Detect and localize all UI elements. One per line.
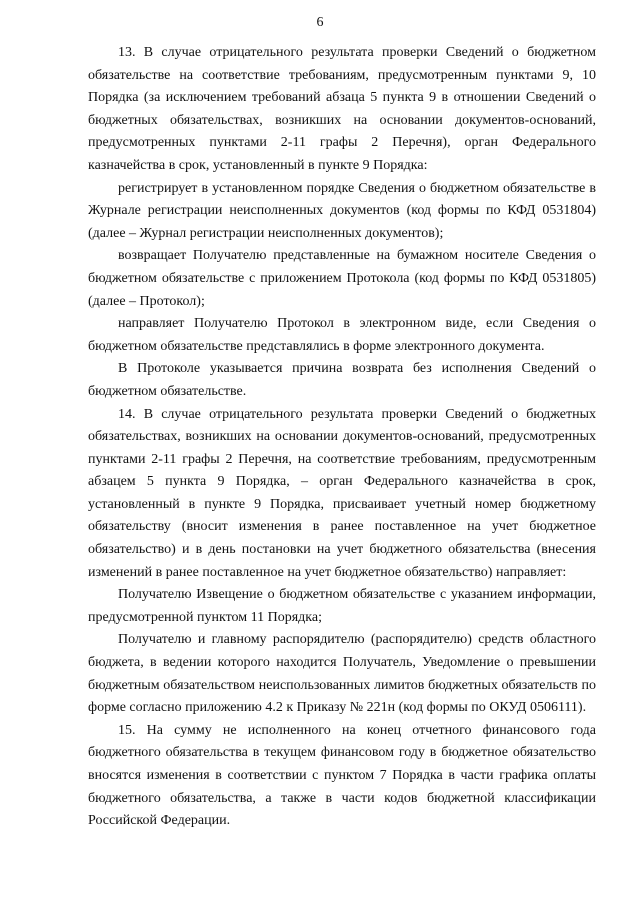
paragraph-14-intro: 14. В случае отрицательного результата проверки Сведений о бюджетных обязательствах, возникших на основании документов-оснований, предусмотренных пунктами 2-11 графы 2 Перечня, на соответствие требованиям, предусмотренным абзацем 5 пункта 9 Порядка, – орган Федерального казначейства в срок, установленный в пункте 9 Порядка, присваивает учетный номер бюджетному обязательству (вносит изменения в ранее поставленное на учет бюджетное обязательство) и в день постановки на учет бюджетного обязательства (внесения изменений в ранее поставленное на учет бюджетное обязательство) направляет: bbox=[88, 406, 596, 580]
paragraph-registers: регистрирует в установленном порядке Сведения о бюджетном обязательстве в Журнале регистрации неисполненных документов (код формы по КФД 0531804) (далее – Журнал регистрации неисполненных документов); bbox=[88, 180, 596, 241]
page-number: 6 bbox=[316, 15, 324, 30]
paragraph-15: 15. На сумму не исполненного на конец отчетного финансового года бюджетного обязательства в текущем финансовом году в бюджетное обязательство вносятся изменения в соответствии с пунктом 7 Порядка в части графика оплаты бюджетного обязательства, а также в части кодов бюджетной классификации Российской Федерации. bbox=[88, 722, 596, 829]
paragraph-returns: возвращает Получателю представленные на бумажном носителе Сведения о бюджетном обязательстве с приложением Протокола (код формы по КФД 0531805) (далее – Протокол); bbox=[88, 248, 596, 309]
paragraph-13-intro: 13. В случае отрицательного результата проверки Сведений о бюджетном обязательстве на соответствие требованиям, предусмотренным пунктами 9, 10 Порядка (за исключением требований абзаца 5 пункта 9 в отношении Сведений о бюджетных обязательствах, возникших на основании документов-оснований, предусмотренных пунктами 2-11 графы 2 Перечня), орган Федерального казначейства в срок, установленный в пункте 9 Порядка: bbox=[88, 45, 596, 173]
paragraph-recipient-notice: Получателю Извещение о бюджетном обязательстве с указанием информации, предусмотренной пунктом 11 Порядка; bbox=[88, 587, 596, 625]
paragraph-protocol-reason: В Протоколе указывается причина возврата без исполнения Сведений о бюджетном обязательстве. bbox=[88, 361, 596, 399]
paragraph-sends-protocol: направляет Получателю Протокол в электронном виде, если Сведения о бюджетном обязательстве представлялись в форме электронного документа. bbox=[88, 316, 596, 354]
paragraph-excess-notification: Получателю и главному распорядителю (распорядителю) средств областного бюджета, в ведении которого находится Получатель, Уведомление о превышении бюджетным обязательством неиспользованных лимитов бюджетных обязательств по форме согласно приложению 4.2 к Приказу № 221н (код формы по ОКУД 0506111). bbox=[88, 632, 596, 716]
document-body bbox=[88, 42, 596, 833]
